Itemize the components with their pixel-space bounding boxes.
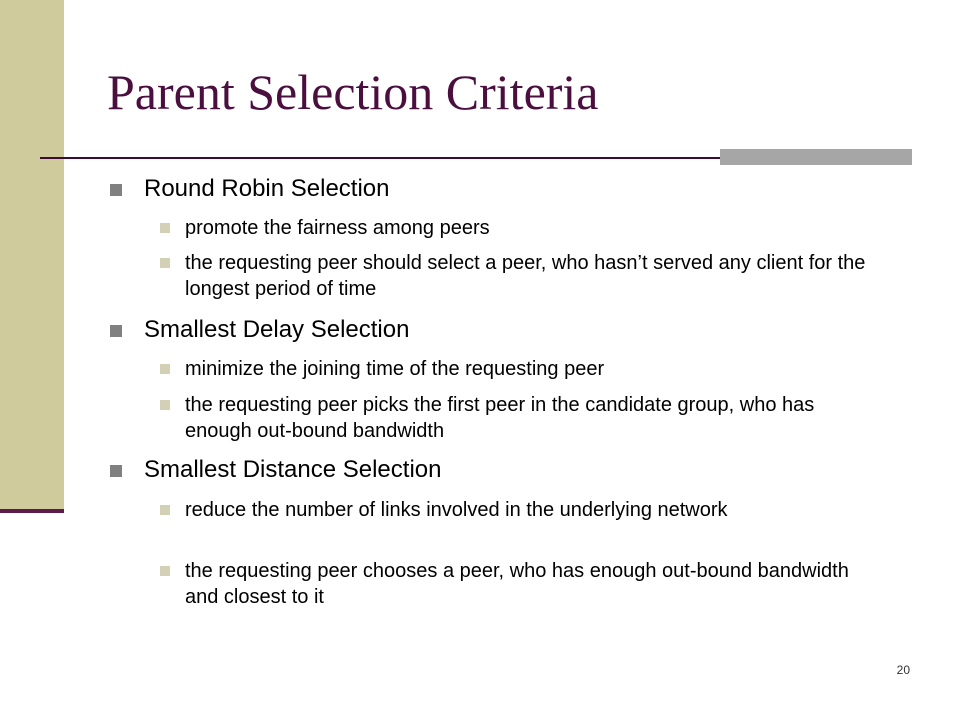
- bullet-square-icon: [160, 258, 170, 268]
- bullet-square-icon: [160, 400, 170, 410]
- slide-title: Parent Selection Criteria: [107, 64, 599, 120]
- bullet-square-icon: [160, 223, 170, 233]
- bullet-square-icon: [110, 465, 122, 477]
- bullet-list: Round Robin Selection promote the fairness among peers the requesting peer should select a peer, who hasn’t served any client for the longest period of time Smallest Delay Selection minimize the joining time of the requesting peer the requesting peer picks the first peer in the candidate group, who has enough out-bound bandwidth Smallest Distance Selection reduce the number of links involved in the underlying network the requesting peer chooses a peer, who has enough out-bound bandwidth and closest to it: [0, 0, 960, 720]
- bullet-square-icon: [160, 364, 170, 374]
- bullet-square-icon: [110, 325, 122, 337]
- page-number: 20: [896, 663, 910, 677]
- bullet-square-icon: [110, 184, 122, 196]
- bullet-square-icon: [160, 566, 170, 576]
- bullet-square-icon: [160, 505, 170, 515]
